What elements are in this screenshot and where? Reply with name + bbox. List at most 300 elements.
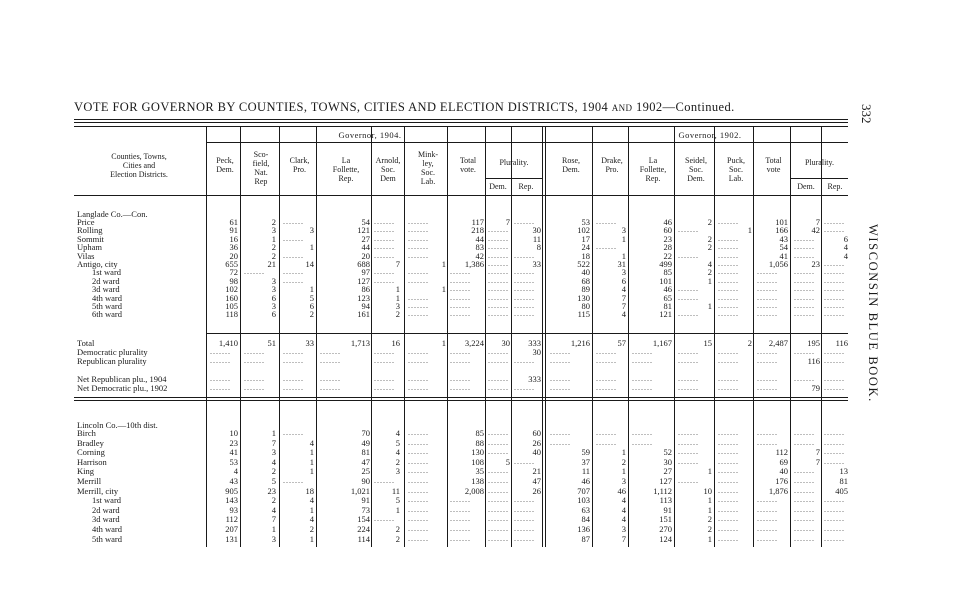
dot-leader: ....... <box>488 292 509 302</box>
dot-leader: ....... <box>678 476 699 485</box>
table-row-cell: 1 <box>707 466 712 477</box>
totals-row-cell: 333 <box>528 338 541 348</box>
dot-leader: ....... <box>283 374 304 383</box>
table-row-cell: 3 <box>395 466 400 477</box>
table-row-cell: 30 <box>663 456 672 467</box>
dot-leader: ....... <box>824 524 845 533</box>
table-row-cell: 31 <box>617 259 626 269</box>
dot-leader: ....... <box>794 233 815 243</box>
table-row-cell: 124 <box>659 533 672 544</box>
dot-leader: ....... <box>794 524 815 533</box>
dot-leader: ....... <box>794 309 815 319</box>
totals-row-cell: 79 <box>811 383 820 393</box>
table-row-cell: 91 <box>229 225 238 236</box>
table-row-cell: 13 <box>839 466 848 477</box>
dot-leader: ....... <box>450 275 471 285</box>
dot-leader: ....... <box>320 356 341 365</box>
dot-leader: ....... <box>794 428 815 437</box>
table-row-cell: 80 <box>581 301 590 311</box>
dot-leader: ....... <box>596 374 617 383</box>
table-row-cell: 20 <box>229 250 238 261</box>
table-row-cell: 405 <box>835 485 848 496</box>
table-row-cell: 5 <box>505 456 510 467</box>
table-row-cell: 98 <box>229 275 238 286</box>
dot-leader: ....... <box>514 292 535 302</box>
table-row-cell: 42 <box>475 250 484 261</box>
table-row-cell: 102 <box>577 225 590 236</box>
dot-leader: ....... <box>718 309 739 319</box>
col-header-1904: Peck, Dem. <box>216 156 234 174</box>
dot-leader: ....... <box>632 383 653 392</box>
table-row-cell: 2 <box>309 524 314 534</box>
dot-leader: ....... <box>244 374 265 383</box>
dot-leader: ....... <box>374 217 395 226</box>
table-row-cell: 115 <box>577 309 590 320</box>
dot-leader: ....... <box>596 383 617 392</box>
dot-leader: ....... <box>320 383 341 392</box>
table-row-cell: 114 <box>357 533 370 544</box>
dot-leader: ....... <box>824 292 845 302</box>
table-row-label: Price <box>77 217 95 227</box>
totals-row-cell: 1,713 <box>350 338 370 348</box>
table-row-label: Antigo, city <box>77 259 118 269</box>
dot-leader: ....... <box>514 267 535 277</box>
dot-leader: ....... <box>488 275 509 285</box>
group-rule <box>206 142 848 143</box>
table-row-cell: 4 <box>621 514 626 525</box>
dot-leader: ....... <box>757 533 778 543</box>
totals-row-cell: 16 <box>391 338 400 348</box>
dot-leader: ....... <box>718 428 739 437</box>
dot-leader: ....... <box>718 217 739 226</box>
dot-leader: ....... <box>718 259 739 268</box>
dot-leader: ....... <box>488 533 509 543</box>
dot-leader: ....... <box>596 217 617 226</box>
table-row-cell: 49 <box>361 437 370 448</box>
dot-leader: ....... <box>450 514 471 524</box>
table-row-cell: 65 <box>663 292 672 303</box>
table-row-cell: 3 <box>271 533 276 544</box>
table-row-cell: 4 <box>621 309 626 320</box>
section-rule <box>74 397 848 398</box>
table-row-cell: 2 <box>707 267 712 278</box>
table-row-cell: 40 <box>532 447 541 458</box>
table-row-cell: 21 <box>532 466 541 477</box>
dot-leader: ....... <box>757 428 778 437</box>
table-row-label: 4th ward <box>92 524 122 534</box>
table-row-label: 1st ward <box>92 495 122 506</box>
dot-leader: ....... <box>794 504 815 514</box>
table-row-cell: 60 <box>532 428 541 438</box>
table-row-cell: 218 <box>471 225 484 236</box>
table-row-cell: 18 <box>581 250 590 261</box>
dot-leader: ....... <box>824 284 845 294</box>
table-row-label: 5th ward <box>92 533 122 544</box>
dot-leader: ....... <box>408 447 429 457</box>
table-row-cell: 35 <box>475 466 484 477</box>
table-row-cell: 83 <box>475 242 484 253</box>
dot-leader: ....... <box>678 309 699 319</box>
dot-leader: ....... <box>718 437 739 447</box>
dot-leader: ....... <box>757 514 778 524</box>
table-row-cell: 1,386 <box>464 259 484 269</box>
table-row-cell: 2 <box>707 524 712 534</box>
table-row-cell: 1 <box>309 466 314 477</box>
dot-leader: ....... <box>408 524 429 533</box>
table-row-cell: 54 <box>779 242 788 253</box>
table-row-cell: 154 <box>357 514 370 525</box>
table-row-cell: 499 <box>659 259 672 269</box>
dot-leader: ....... <box>678 356 699 365</box>
dot-leader: ....... <box>514 533 535 543</box>
column-divider <box>714 127 715 547</box>
table-row-cell: 70 <box>361 428 370 438</box>
table-row-cell: 113 <box>659 495 672 506</box>
dot-leader: ....... <box>824 374 845 383</box>
table-row-cell: 61 <box>229 217 238 227</box>
dot-leader: ....... <box>794 495 815 505</box>
dot-leader: ....... <box>718 476 739 485</box>
dot-leader: ....... <box>757 504 778 514</box>
dot-leader: ....... <box>794 533 815 543</box>
dot-leader: ....... <box>757 267 778 277</box>
dot-leader: ....... <box>488 524 509 533</box>
table-row-cell: 655 <box>225 259 238 269</box>
dot-leader: ....... <box>550 347 571 356</box>
table-row-cell: 1 <box>441 284 446 295</box>
dot-leader: ....... <box>374 242 395 252</box>
table-row-cell: 127 <box>357 275 370 286</box>
table-row-cell: 5 <box>395 495 400 506</box>
dot-leader: ....... <box>408 347 429 356</box>
plurality-rep-header: Rep. <box>827 182 843 191</box>
dot-leader: ....... <box>678 437 699 447</box>
dot-leader: ....... <box>757 347 778 356</box>
table-row-cell: 16 <box>229 233 238 244</box>
totals-row-cell: 1,216 <box>570 338 590 348</box>
dot-leader: ....... <box>488 233 509 243</box>
dot-leader: ....... <box>210 356 231 365</box>
dot-leader: ....... <box>794 347 815 356</box>
table-row-cell: 11 <box>581 466 590 477</box>
dot-leader: ....... <box>794 437 815 447</box>
dot-leader: ....... <box>408 495 429 505</box>
column-divider <box>674 127 675 547</box>
plurality-rule <box>485 178 542 179</box>
table-row-cell: 3 <box>621 225 626 236</box>
dot-leader: ....... <box>596 356 617 365</box>
dot-leader: ....... <box>514 495 535 505</box>
dot-leader: ....... <box>632 347 653 356</box>
dot-leader: ....... <box>824 437 845 447</box>
table-row-cell: 30 <box>532 225 541 236</box>
table-row-label: King <box>77 466 94 477</box>
plurality-1902-header: Plurality. <box>804 158 835 167</box>
table-row-cell: 41 <box>229 447 238 458</box>
dot-leader: ....... <box>210 347 231 356</box>
table-row-label: 1st ward <box>92 267 122 278</box>
dot-leader: ....... <box>757 356 778 365</box>
table-row-cell: 3 <box>271 275 276 286</box>
table-row-cell: 7 <box>815 456 820 467</box>
table-row-cell: 121 <box>659 309 672 320</box>
table-row-cell: 1 <box>707 301 712 311</box>
dot-leader: ....... <box>794 267 815 277</box>
table-row-cell: 1 <box>621 447 626 458</box>
dot-leader: ....... <box>632 374 653 383</box>
dot-leader: ....... <box>450 374 471 383</box>
dot-leader: ....... <box>450 356 471 365</box>
dot-leader: ....... <box>757 495 778 505</box>
table-row-cell: 81 <box>361 447 370 458</box>
table-row-cell: 33 <box>532 259 541 269</box>
table-row-cell: 4 <box>309 437 314 448</box>
table-row-cell: 7 <box>621 292 626 303</box>
col-header-1902: Rose, Dem. <box>562 156 580 174</box>
totals-rule <box>206 333 848 334</box>
dot-leader: ....... <box>450 292 471 302</box>
dot-leader: ....... <box>450 504 471 514</box>
table-row-cell: 2 <box>271 217 276 227</box>
table-row-cell: 27 <box>361 233 370 244</box>
table-row-cell: 6 <box>843 233 848 244</box>
dot-leader: ....... <box>374 514 395 524</box>
dot-leader: ....... <box>374 267 395 277</box>
dot-leader: ....... <box>450 524 471 533</box>
table-row-cell: 3 <box>271 284 276 295</box>
table-row-cell: 94 <box>361 301 370 311</box>
dot-leader: ....... <box>824 495 845 505</box>
table-row-cell: 4 <box>233 466 238 477</box>
dot-leader: ....... <box>678 428 699 437</box>
dot-leader: ....... <box>450 309 471 319</box>
page-title: VOTE FOR GOVERNOR BY COUNTIES, TOWNS, CITIES AND ELECTION DISTRICTS, 1904 AND 1902—Continued. <box>74 100 735 114</box>
table-row-label: Vilas <box>77 250 95 261</box>
dot-leader: ....... <box>550 356 571 365</box>
table-row-cell: 7 <box>815 447 820 458</box>
table-row-cell: 17 <box>581 233 590 244</box>
dot-leader: ....... <box>794 292 815 302</box>
table-row-cell: 1 <box>441 259 446 269</box>
page-number: 332 <box>859 104 874 124</box>
dot-leader: ....... <box>718 504 739 514</box>
col-header-1904: Clark, Pro. <box>289 156 310 174</box>
table-row-cell: 1 <box>309 242 314 253</box>
dot-leader: ....... <box>488 514 509 524</box>
dot-leader: ....... <box>514 504 535 514</box>
table-row-cell: 4 <box>395 428 400 438</box>
dot-leader: ....... <box>450 267 471 277</box>
dot-leader: ....... <box>408 267 429 277</box>
dot-leader: ....... <box>718 250 739 260</box>
dot-leader: ....... <box>794 275 815 285</box>
table-row-cell: 3 <box>271 301 276 311</box>
dot-leader: ....... <box>794 301 815 310</box>
table-row-label: 4th ward <box>92 292 122 303</box>
table-row-cell: 1 <box>309 447 314 458</box>
dot-leader: ....... <box>488 428 509 437</box>
dot-leader: ....... <box>757 275 778 285</box>
table-row-cell: 522 <box>577 259 590 269</box>
dot-leader: ....... <box>488 347 509 356</box>
dot-leader: ....... <box>550 383 571 392</box>
table-row-cell: 101 <box>775 217 788 227</box>
table-row-cell: 176 <box>775 476 788 486</box>
totals-row-cell: 2 <box>747 338 752 348</box>
dot-leader: ....... <box>408 242 429 252</box>
totals-row-cell: 30 <box>532 347 541 357</box>
table-row-cell: 11 <box>391 485 400 496</box>
totals-row-label: Net Republican plu., 1904 <box>77 374 167 384</box>
table-row-cell: 54 <box>361 217 370 227</box>
table-row-cell: 11 <box>532 233 541 244</box>
table-row-cell: 161 <box>357 309 370 320</box>
col-header-1902: Total vote <box>765 156 782 174</box>
plurality-1904-header: Plurality. <box>499 158 529 167</box>
dot-leader: ....... <box>488 259 509 268</box>
table-row-cell: 166 <box>775 225 788 236</box>
table-row-cell: 84 <box>581 514 590 525</box>
dot-leader: ....... <box>678 447 699 457</box>
table-row-cell: 1 <box>271 428 276 438</box>
table-row-cell: 4 <box>621 495 626 506</box>
dot-leader: ....... <box>283 267 304 277</box>
table-row-cell: 42 <box>811 225 820 236</box>
table-row-cell: 1,056 <box>768 259 788 269</box>
totals-row-cell: 116 <box>835 338 848 348</box>
table-row-cell: 4 <box>707 259 712 269</box>
dot-leader: ....... <box>450 383 471 392</box>
table-row-cell: 23 <box>811 259 820 269</box>
dot-leader: ....... <box>794 485 815 495</box>
dot-leader: ....... <box>757 524 778 533</box>
dot-leader: ....... <box>374 476 395 485</box>
table-row-cell: 68 <box>581 275 590 286</box>
dot-leader: ....... <box>718 301 739 310</box>
table-row-label: 6th ward <box>92 309 122 320</box>
table-row-cell: 3 <box>621 476 626 486</box>
table-row-cell: 103 <box>577 495 590 506</box>
table-row-label: 3d ward <box>92 514 120 525</box>
table-row-label: 3d ward <box>92 284 120 295</box>
dot-leader: ....... <box>488 476 509 485</box>
column-divider <box>371 127 372 547</box>
table-row-cell: 1 <box>271 524 276 534</box>
dot-leader: ....... <box>757 292 778 302</box>
dot-leader: ....... <box>514 217 535 226</box>
table-row-cell: 117 <box>471 217 484 227</box>
dot-leader: ....... <box>757 284 778 294</box>
table-row-cell: 1 <box>309 504 314 515</box>
dot-leader: ....... <box>718 383 739 392</box>
dot-leader: ....... <box>408 309 429 319</box>
dot-leader: ....... <box>408 225 429 235</box>
plurality-rep-header: Rep. <box>518 182 534 191</box>
dot-leader: ....... <box>488 504 509 514</box>
totals-row-cell: 3,224 <box>464 338 484 348</box>
table-row-cell: 40 <box>581 267 590 278</box>
table-row-cell: 6 <box>621 275 626 286</box>
table-row-cell: 4 <box>843 250 848 261</box>
table-row-label: 5th ward <box>92 301 122 311</box>
table-row-cell: 1 <box>621 466 626 477</box>
top-rule-inner <box>74 122 848 123</box>
table-row-cell: 707 <box>577 485 590 496</box>
totals-row-cell: 333 <box>528 374 541 384</box>
dot-leader: ....... <box>678 225 699 235</box>
dot-leader: ....... <box>488 267 509 277</box>
table-row-cell: 112 <box>225 514 238 525</box>
dot-leader: ....... <box>244 356 265 365</box>
table-row-cell: 1 <box>309 284 314 295</box>
table-row-cell: 41 <box>779 250 788 261</box>
dot-leader: ....... <box>450 533 471 543</box>
table-row-cell: 52 <box>663 447 672 458</box>
dot-leader: ....... <box>488 284 509 294</box>
table-row-cell: 7 <box>271 437 276 448</box>
table-row-cell: 43 <box>779 233 788 244</box>
table-row-cell: 27 <box>663 466 672 477</box>
dot-leader: ....... <box>488 485 509 495</box>
table-row-cell: 121 <box>357 225 370 236</box>
table-row-cell: 151 <box>659 514 672 525</box>
dot-leader: ....... <box>408 301 429 310</box>
table-row-cell: 10 <box>703 485 712 496</box>
column-divider <box>206 127 207 547</box>
dot-leader: ....... <box>283 217 304 226</box>
totals-row-cell: 1 <box>441 338 446 348</box>
table-row-cell: 47 <box>361 456 370 467</box>
dot-leader: ....... <box>283 383 304 392</box>
table-row-cell: 3 <box>621 524 626 534</box>
dot-leader: ....... <box>718 447 739 457</box>
table-row-cell: 224 <box>357 524 370 534</box>
table-row-cell: 130 <box>577 292 590 303</box>
table-row-label: Rolling <box>77 225 103 236</box>
dot-leader: ....... <box>514 275 535 285</box>
table-row-cell: 46 <box>581 476 590 486</box>
dot-leader: ....... <box>374 275 395 285</box>
table-row-cell: 2 <box>395 533 400 544</box>
totals-row-cell: 1,410 <box>218 338 238 348</box>
dot-leader: ....... <box>632 356 653 365</box>
dot-leader: ....... <box>374 225 395 235</box>
plurality-dem-header: Dem. <box>797 182 815 191</box>
col-header-1904: Total vote. <box>459 156 477 174</box>
table-row-label: Sommit <box>77 233 104 244</box>
table-row-cell: 127 <box>659 476 672 486</box>
col-header-1902: Seidel, Soc. Dem. <box>685 156 707 183</box>
dot-leader: ....... <box>320 347 341 356</box>
table-row-cell: 2 <box>707 233 712 244</box>
table-row-cell: 1 <box>707 533 712 544</box>
column-divider <box>628 127 629 547</box>
table-row-cell: 1,021 <box>350 485 370 496</box>
dot-leader: ....... <box>408 485 429 495</box>
table-row-label: Upham <box>77 242 103 253</box>
table-row-cell: 1 <box>621 233 626 244</box>
table-row-cell: 60 <box>663 225 672 236</box>
dot-leader: ....... <box>794 476 815 485</box>
table-row-cell: 3 <box>271 225 276 236</box>
table-row-label: Bradley <box>77 437 104 448</box>
table-row-cell: 270 <box>659 524 672 534</box>
column-divider <box>753 127 754 547</box>
totals-row-label: Democratic plurality <box>77 347 148 357</box>
table-row-cell: 88 <box>475 437 484 448</box>
table-row-cell: 47 <box>532 476 541 486</box>
dot-leader: ....... <box>408 250 429 260</box>
